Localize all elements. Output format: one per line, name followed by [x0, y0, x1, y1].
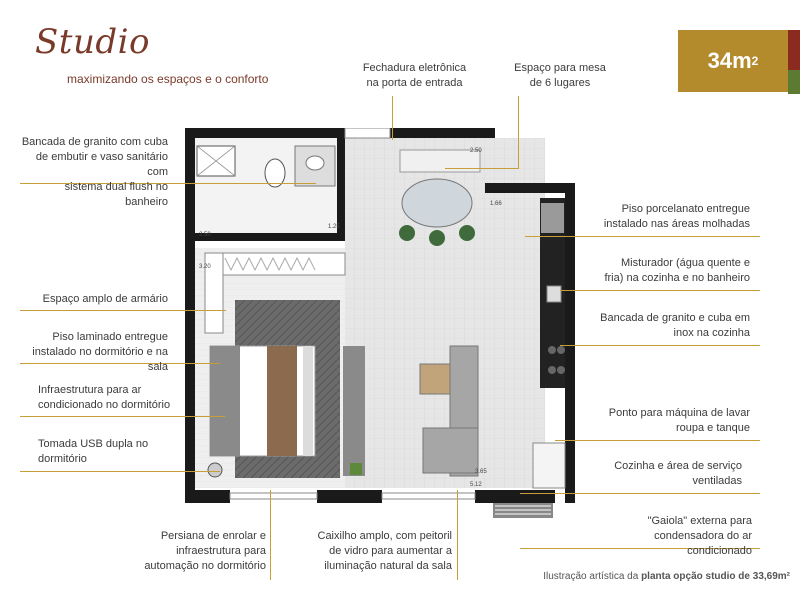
leader-fechadura-v	[392, 96, 393, 140]
dim-living: 3.65	[475, 469, 487, 475]
dim-top: 2.50	[470, 148, 482, 154]
badge-accent-green	[788, 70, 800, 94]
dim-bottom: 5.12	[470, 482, 482, 488]
leader-caixilho	[457, 490, 458, 580]
leader-cozinha	[520, 493, 760, 494]
leader-misturador	[560, 290, 760, 291]
badge-accent-red	[788, 30, 800, 70]
label-fechadura: Fechadura eletrônica na porta de entrada	[362, 62, 467, 89]
label-cozinha: Cozinha e área de serviço ventiladas	[614, 460, 742, 487]
leader-armario	[20, 310, 226, 311]
label-bancada-cozinha: Bancada de granito e cuba em inox na cozinha	[600, 312, 750, 339]
label-usb: Tomada USB dupla no dormitório	[38, 438, 149, 465]
armchair	[420, 364, 450, 394]
dim-bath-side: 1.25	[328, 224, 340, 230]
label-laminado: Piso laminado entregue instalado no dormitório e na sala	[32, 331, 168, 373]
brand-subtitle: maximizando os espaços e o conforto	[67, 72, 269, 86]
usb-outlet	[208, 463, 222, 477]
area-value: 34m	[707, 48, 752, 73]
leader-bancada-cozinha	[560, 345, 760, 346]
floor-plan	[185, 128, 575, 518]
footnote: Ilustração artística da planta opção studio de 33,69m²	[543, 571, 790, 582]
leader-usb	[20, 471, 220, 472]
label-ar: Infraestrutura para ar condicionado no dormitório	[38, 384, 171, 411]
area-superscript: 2	[751, 54, 759, 68]
area-badge	[678, 30, 788, 92]
label-gaiola: "Gaiola" externa para condensadora do ar condicionado	[647, 515, 752, 557]
leader-ar	[20, 416, 225, 417]
dim-right: 1.66	[490, 201, 502, 207]
label-caixilho: Caixilho amplo, com peitoril de vidro para aumentar a iluminação natural da sala	[317, 530, 452, 572]
dim-bath-width: 2.50	[199, 232, 211, 238]
tv-desk	[343, 346, 365, 476]
studio-script-title: Studio	[35, 22, 150, 62]
label-misturador: Misturador (água quente e fria) na cozinha e no banheiro	[604, 257, 750, 284]
leader-porcelanato	[525, 236, 760, 237]
dining-table	[402, 179, 472, 227]
laundry	[533, 443, 565, 488]
label-armario: Espaço amplo de armário	[42, 293, 168, 305]
label-porcelanato: Piso porcelanato entregue instalado nas áreas molhadas	[603, 203, 750, 230]
leader-maquina	[555, 440, 760, 441]
label-bancada-banheiro: Bancada de granito com cuba de embutir e vaso sanitário com sistema dual flush no banheiro	[21, 136, 168, 208]
leader-mesa-v	[518, 96, 519, 168]
label-maquina: Ponto para máquina de lavar roupa e tanque	[608, 407, 750, 434]
leader-mesa-h	[445, 168, 519, 169]
leader-persiana	[270, 490, 271, 580]
dim-wardrobe: 3.20	[199, 264, 211, 270]
label-mesa: Espaço para mesa de 6 lugares	[514, 62, 606, 89]
kitchen-sink	[547, 286, 561, 302]
label-persiana: Persiana de enrolar e infraestrutura para automação no dormitório	[144, 530, 266, 572]
